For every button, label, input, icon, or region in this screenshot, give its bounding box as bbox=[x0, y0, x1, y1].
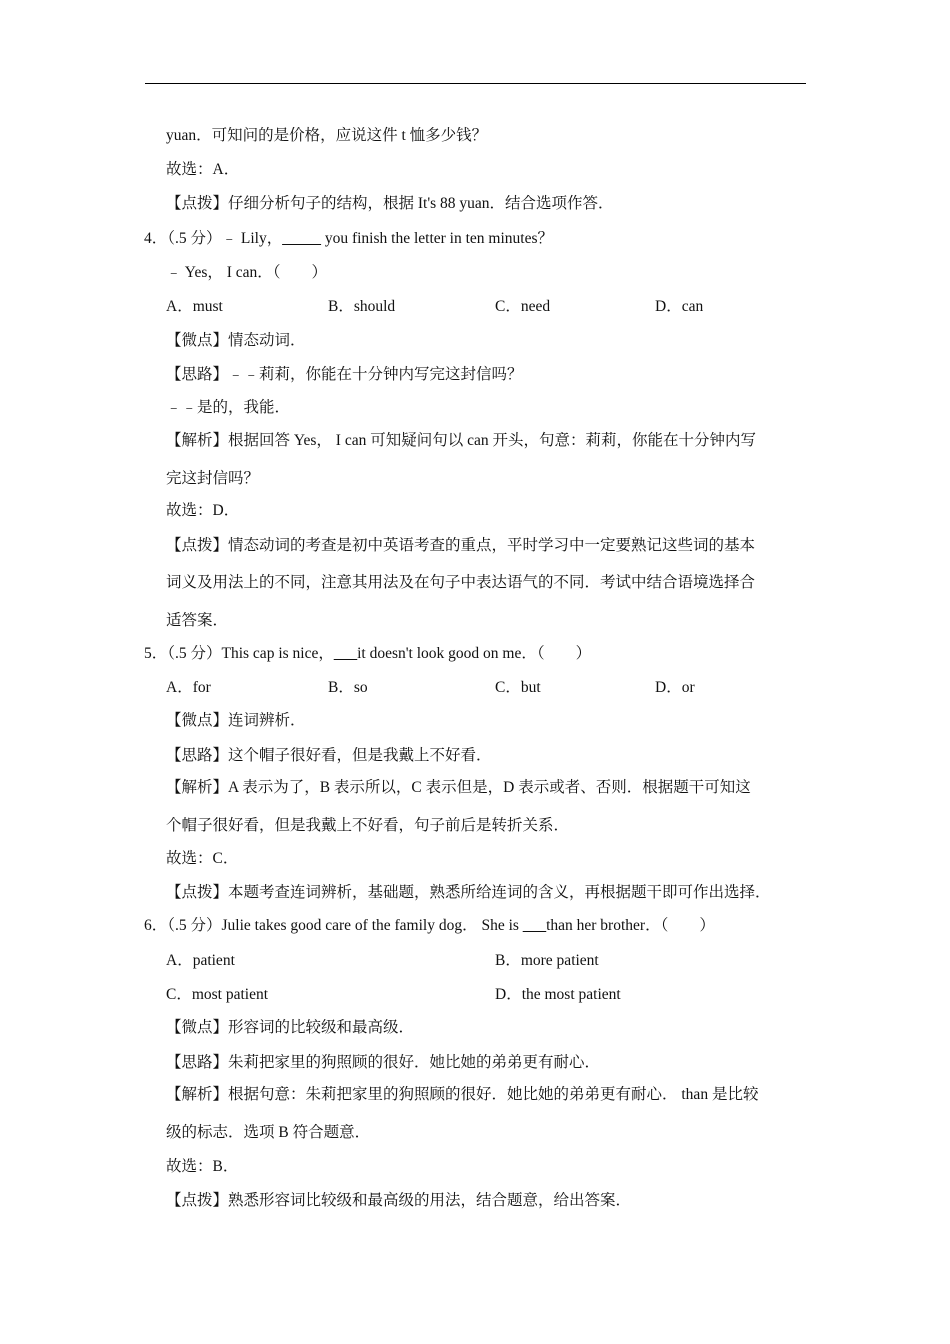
q5-stem bbox=[144, 644, 591, 664]
q6-suffix: than her brother．（ ） bbox=[546, 917, 715, 934]
prev-tip: 【点拨】仔细分析句子的结构，根据 It's 88 yuan．结合选项作答． bbox=[166, 195, 614, 212]
q5-blank: ___ bbox=[333, 645, 358, 662]
q5-suffix: it doesn't look good on me．（ ） bbox=[357, 645, 592, 662]
prev-analysis-line: yuan．可知问的是价格，应说这件 t 恤多少钱？ bbox=[166, 127, 488, 144]
q5-dianbo: 【点拨】本题考查连词辨析，基础题，熟悉所给连词的含义，再根据题干即可作出选择． bbox=[166, 884, 771, 901]
q6-stem bbox=[144, 916, 715, 936]
q4-option-c: C．need bbox=[495, 298, 551, 315]
q6-prefix: 6．（.5 分）Julie takes good care of the family dog． She is bbox=[144, 917, 523, 934]
q6-option-c: C．most patient bbox=[166, 986, 269, 1003]
q4-silu-1: 【思路】﹣﹣莉莉，你能在十分钟内写完这封信吗？ bbox=[166, 366, 523, 383]
q6-option-d: D．the most patient bbox=[495, 986, 621, 1003]
q4-suffix: you finish the letter in ten minutes？ bbox=[320, 230, 553, 247]
q5-option-c: C．but bbox=[495, 679, 541, 696]
q4-dianbo-3: 适答案． bbox=[166, 612, 229, 629]
q5-option-d: D．or bbox=[655, 679, 695, 696]
q4-jiexi-1: 【解析】根据回答 Yes， I can 可知疑问句以 can 开头，句意：莉莉，你能在十分钟内写 bbox=[166, 432, 756, 449]
q6-option-b: B．more patient bbox=[495, 952, 599, 969]
q4-stem bbox=[144, 229, 553, 249]
q6-answer: 故选：B． bbox=[166, 1158, 239, 1175]
q4-option-a: A．must bbox=[166, 298, 223, 315]
q4-option-b: B．should bbox=[328, 298, 396, 315]
q4-blank: _____ bbox=[282, 230, 321, 247]
q5-prefix: 5．（.5 分）This cap is nice， bbox=[144, 645, 334, 662]
q4-option-d: D．can bbox=[655, 298, 704, 315]
q4-answer: 故选：D． bbox=[166, 502, 240, 519]
q5-silu: 【思路】这个帽子很好看，但是我戴上不好看． bbox=[166, 747, 492, 764]
q4-silu-2: ﹣﹣是的，我能． bbox=[166, 399, 291, 416]
q4-dianbo-1: 【点拨】情态动词的考查是初中英语考查的重点，平时学习中一定要熟记这些词的基本 bbox=[166, 537, 756, 554]
q4-answer-line: ﹣ Yes， I can．（ ） bbox=[166, 264, 328, 281]
q5-weidian: 【微点】连词辨析． bbox=[166, 712, 306, 729]
q4-prefix: 4．（.5 分）﹣ Lily， bbox=[144, 230, 283, 247]
prev-answer: 故选：A． bbox=[166, 161, 240, 178]
q5-answer: 故选：C． bbox=[166, 850, 239, 867]
q6-weidian: 【微点】形容词的比较级和最高级． bbox=[166, 1019, 415, 1036]
q6-jiexi-2: 级的标志．选项 B 符合题意． bbox=[166, 1124, 371, 1141]
header-rule bbox=[145, 83, 806, 84]
q5-jiexi-2: 个帽子很好看，但是我戴上不好看，句子前后是转折关系． bbox=[166, 817, 570, 834]
q5-jiexi-1: 【解析】A 表示为了，B 表示所以，C 表示但是，D 表示或者、否则．根据题干可知这 bbox=[166, 779, 751, 796]
q6-blank: ___ bbox=[522, 917, 547, 934]
q5-option-a: A．for bbox=[166, 679, 211, 696]
q6-dianbo: 【点拨】熟悉形容词比较级和最高级的用法，结合题意，给出答案． bbox=[166, 1192, 632, 1209]
q6-jiexi-1: 【解析】根据句意：朱莉把家里的狗照顾的很好．她比她的弟弟更有耐心． than 是比较 bbox=[166, 1086, 759, 1103]
q4-dianbo-2: 词义及用法上的不同，注意其用法及在句子中表达语气的不同．考试中结合语境选择合 bbox=[166, 574, 756, 591]
q6-silu: 【思路】朱莉把家里的狗照顾的很好．她比她的弟弟更有耐心． bbox=[166, 1054, 601, 1071]
q4-weidian: 【微点】情态动词． bbox=[166, 332, 306, 349]
q4-jiexi-2: 完这封信吗？ bbox=[166, 470, 260, 487]
q5-option-b: B．so bbox=[328, 679, 368, 696]
q6-option-a: A．patient bbox=[166, 952, 235, 969]
